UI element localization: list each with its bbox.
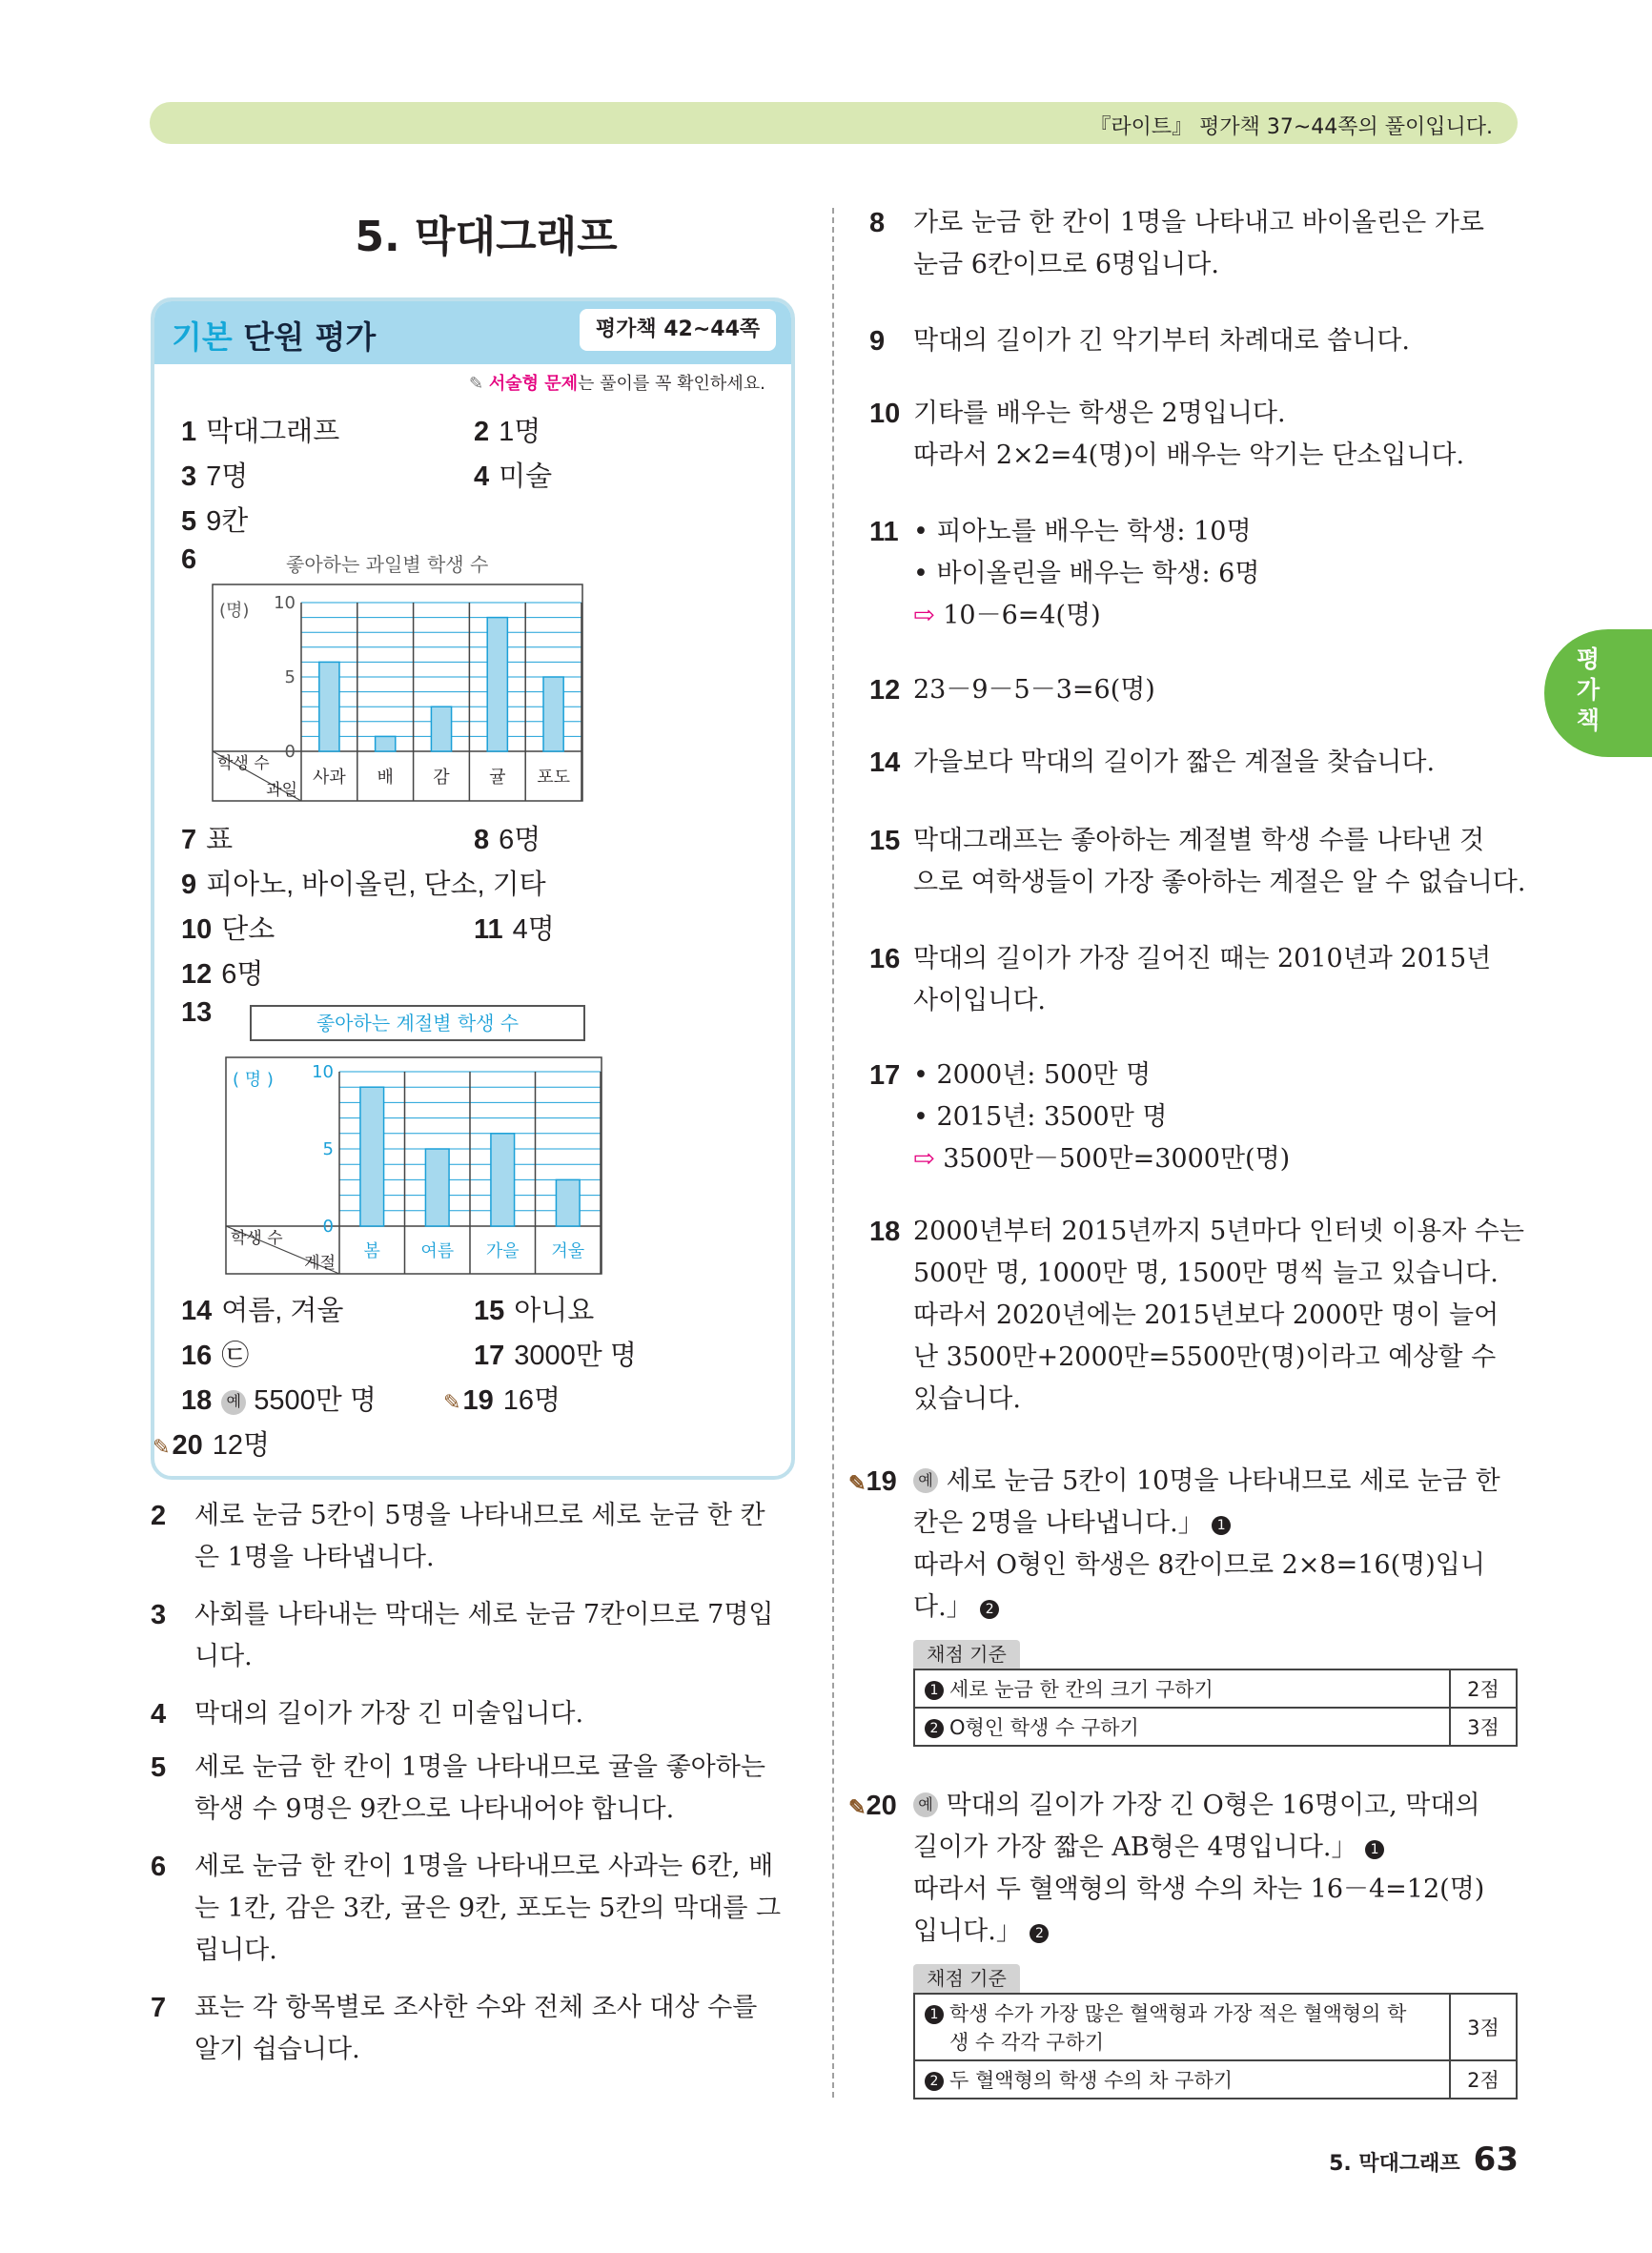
answer-5: 5 9칸 <box>181 506 249 537</box>
answer-13: 13 <box>181 997 213 1028</box>
explanation-4: 4 막대의 길이가 가장 긴 미술입니다. <box>151 1699 584 1730</box>
category-label: 사과 <box>313 768 346 788</box>
pencil-icon: ✎ <box>848 1471 867 1495</box>
tick-label: 10 <box>274 593 296 613</box>
corner-bottom-label: 계절 <box>304 1254 336 1273</box>
bar <box>425 1149 449 1226</box>
pencil-icon: ✎ <box>469 374 484 394</box>
answer-18: 18 예 5500만 명 <box>181 1385 377 1416</box>
unit-title: 기본 단원 평가 <box>172 318 377 356</box>
chart-fruit <box>212 584 583 805</box>
rubric-row: 2 O형인 학생 수 구하기 3점 <box>914 1708 1517 1746</box>
category-label: 귤 <box>489 768 506 788</box>
answer-11: 11 4명 <box>474 914 555 945</box>
explanation-17: 17 • 2000년: 500만 명 • 2015년: 3500만 명 ⇨ 3500만－500만=3000만(명) <box>869 1060 1291 1174</box>
footer-chapter: 5. 막대그래프 <box>1329 2152 1460 2176</box>
explanation-6: 6 세로 눈금 한 칸이 1명을 나타내므로 사과는 6칸, 배 는 1칸, 감은 3칸, 귤은 9칸, 포도는 5칸의 막대를 그 립니다. <box>151 1852 782 1965</box>
q20-rubric-table <box>913 1993 1518 2099</box>
step-mark: 2 <box>980 1600 999 1619</box>
answer-9: 9 피아노, 바이올린, 단소, 기타 <box>181 870 546 900</box>
unit-label: (명) <box>219 601 250 621</box>
bar <box>487 618 507 751</box>
arrow-icon: ⇨ <box>913 601 935 630</box>
category-label: 봄 <box>363 1241 380 1261</box>
bar <box>431 707 451 751</box>
step-mark: 2 <box>1030 1924 1049 1943</box>
q19-rubric-table <box>913 1669 1518 1747</box>
q19-explanation: ✎19 예 세로 눈금 5칸이 10명을 나타내므로 세로 눈금 한 칸은 2명을 나타냅니다.」 1 따라서 O형인 학생은 8칸이므로 2×8=16(명)입니 다.」 2 <box>848 1466 1500 1622</box>
answer-16: 16 ㉢ <box>181 1341 250 1371</box>
explanation-15: 15 막대그래프는 좋아하는 계절별 학생 수를 나타낸 것 으로 여학생들이 가장 좋아하는 계절은 알 수 없습니다. <box>869 826 1526 897</box>
tick-label: 5 <box>322 1139 334 1159</box>
answer-6: 6 <box>181 544 197 575</box>
answer-2: 2 1명 <box>474 417 541 447</box>
side-tab-label: 평가책 <box>1576 645 1601 734</box>
unit-page-ref: 평가책 42~44쪽 <box>580 309 776 351</box>
bar <box>360 1087 384 1226</box>
pencil-icon: ✎ <box>153 1435 171 1459</box>
category-label: 감 <box>433 768 450 788</box>
example-badge: 예 <box>913 1468 938 1493</box>
answer-17: 17 3000만 명 <box>474 1341 637 1371</box>
corner-top-label: 학생 수 <box>231 1229 283 1248</box>
step-mark: 1 <box>1365 1840 1384 1859</box>
chart1-title: 좋아하는 과일별 학생 수 <box>286 553 489 576</box>
answer-1: 1 막대그래프 <box>181 417 340 447</box>
rubric-row: 1 학생 수가 가장 많은 혈액형과 가장 적은 혈액형의 학 생 수 각각 구하기 3점 <box>914 1994 1517 2060</box>
q20-explanation: ✎20 예 막대의 길이가 가장 긴 O형은 16명이고, 막대의 길이가 가장 짧은 AB형은 4명입니다.」 1 따라서 두 혈액형의 학생 수의 차는 16－4=12(명) 입니다.」 2 <box>848 1791 1485 1946</box>
unit-note: ✎ 서술형 문제는 풀이를 꼭 확인하세요. <box>469 374 765 394</box>
explanation-3: 3 사회를 나타내는 막대는 세로 눈금 7칸이므로 7명입 니다. <box>151 1600 774 1671</box>
header-text: 『라이트』 평가책 37~44쪽의 풀이입니다. <box>1090 115 1493 139</box>
bar <box>376 736 396 751</box>
bar <box>556 1179 580 1226</box>
explanation-9: 9 막대의 길이가 긴 악기부터 차례대로 씁니다. <box>869 326 1410 357</box>
column-divider <box>832 208 834 2098</box>
tick-label: 0 <box>284 742 296 762</box>
answer-10: 10 단소 <box>181 914 275 945</box>
chart-season <box>225 1056 602 1278</box>
rubric-row: 2 두 혈액형의 학생 수의 차 구하기 2점 <box>914 2060 1517 2099</box>
explanation-5: 5 세로 눈금 한 칸이 1명을 나타내므로 귤을 좋아하는 학생 수 9명은 9칸으로 나타내어야 합니다. <box>151 1752 765 1824</box>
explanation-8: 8 가로 눈금 한 칸이 1명을 나타내고 바이올린은 가로 눈금 6칸이므로 6명입니다. <box>869 208 1484 279</box>
pencil-icon: ✎ <box>848 1795 867 1819</box>
unit-label: ( 명 ) <box>233 1070 274 1090</box>
explanation-7: 7 표는 각 항목별로 조사한 수와 전체 조사 대상 수를 알기 쉽습니다. <box>151 1993 758 2064</box>
corner-bottom-label: 과일 <box>266 781 297 800</box>
answer-20: ✎20 12명 <box>153 1430 270 1461</box>
category-label: 여름 <box>420 1241 455 1261</box>
step-mark: 1 <box>1212 1516 1231 1535</box>
rubric-row: 1 세로 눈금 한 칸의 크기 구하기 2점 <box>914 1669 1517 1708</box>
example-badge: 예 <box>913 1792 938 1817</box>
bar <box>491 1134 515 1226</box>
bar <box>319 662 339 751</box>
explanation-10: 10 기타를 배우는 학생은 2명입니다. 따라서 2×2=4(명)이 배우는 악기는 단소입니다. <box>869 399 1465 470</box>
page-header-banner <box>150 102 1518 144</box>
explanation-14: 14 가을보다 막대의 길이가 짧은 계절을 찾습니다. <box>869 748 1436 778</box>
tick-label: 0 <box>322 1217 334 1237</box>
side-tab[interactable] <box>1544 629 1652 757</box>
q20-rubric-label: 채점 기준 <box>913 1964 1020 1993</box>
arrow-icon: ⇨ <box>913 1144 935 1174</box>
example-badge: 예 <box>221 1390 246 1415</box>
page-footer <box>1329 2140 1519 2179</box>
page-number: 63 <box>1473 2140 1519 2179</box>
unit-header <box>154 301 791 364</box>
answer-19: ✎19 16명 <box>443 1385 561 1416</box>
explanation-12: 12 23－9－5－3=6(명) <box>869 675 1155 706</box>
chapter-title: 5. 막대그래프 <box>355 213 618 261</box>
category-label: 가을 <box>485 1241 520 1261</box>
answer-12: 12 6명 <box>181 959 264 990</box>
tick-label: 10 <box>312 1062 334 1082</box>
answer-8: 8 6명 <box>474 825 541 855</box>
answer-15: 15 아니요 <box>474 1296 595 1326</box>
explanation-2: 2 세로 눈금 5칸이 5명을 나타내므로 세로 눈금 한 칸 은 1명을 나타냅니다. <box>151 1501 765 1572</box>
chart2-title: 좋아하는 계절별 학생 수 <box>250 1005 585 1041</box>
answer-14: 14 여름, 겨울 <box>181 1296 344 1326</box>
category-label: 배 <box>377 768 394 788</box>
answer-4: 4 미술 <box>474 461 553 492</box>
corner-top-label: 학생 수 <box>217 754 270 773</box>
q19-rubric-label: 채점 기준 <box>913 1640 1020 1669</box>
category-label: 포도 <box>537 768 570 788</box>
explanation-11: 11 • 피아노를 배우는 학생: 10명 • 바이올린을 배우는 학생: 6명 ⇨ 10－6=4(명) <box>869 517 1260 630</box>
answer-7: 7 표 <box>181 825 234 855</box>
answer-3: 3 7명 <box>181 461 249 492</box>
tick-label: 5 <box>284 667 296 687</box>
bar <box>543 677 563 751</box>
explanation-16: 16 막대의 길이가 가장 길어진 때는 2010년과 2015년 사이입니다. <box>869 944 1492 1015</box>
category-label: 겨울 <box>551 1241 585 1261</box>
pencil-icon: ✎ <box>443 1390 461 1414</box>
explanation-18: 18 2000년부터 2015년까지 5년마다 인터넷 이용자 수는 500만 명, 1000만 명, 1500만 명씩 늘고 있습니다. 따라서 2020년에는 2015년보다 2000만 명이 늘어 난 3500만+2000만=5500만(명)이라고 예상할 수 있습니다. <box>869 1217 1524 1414</box>
